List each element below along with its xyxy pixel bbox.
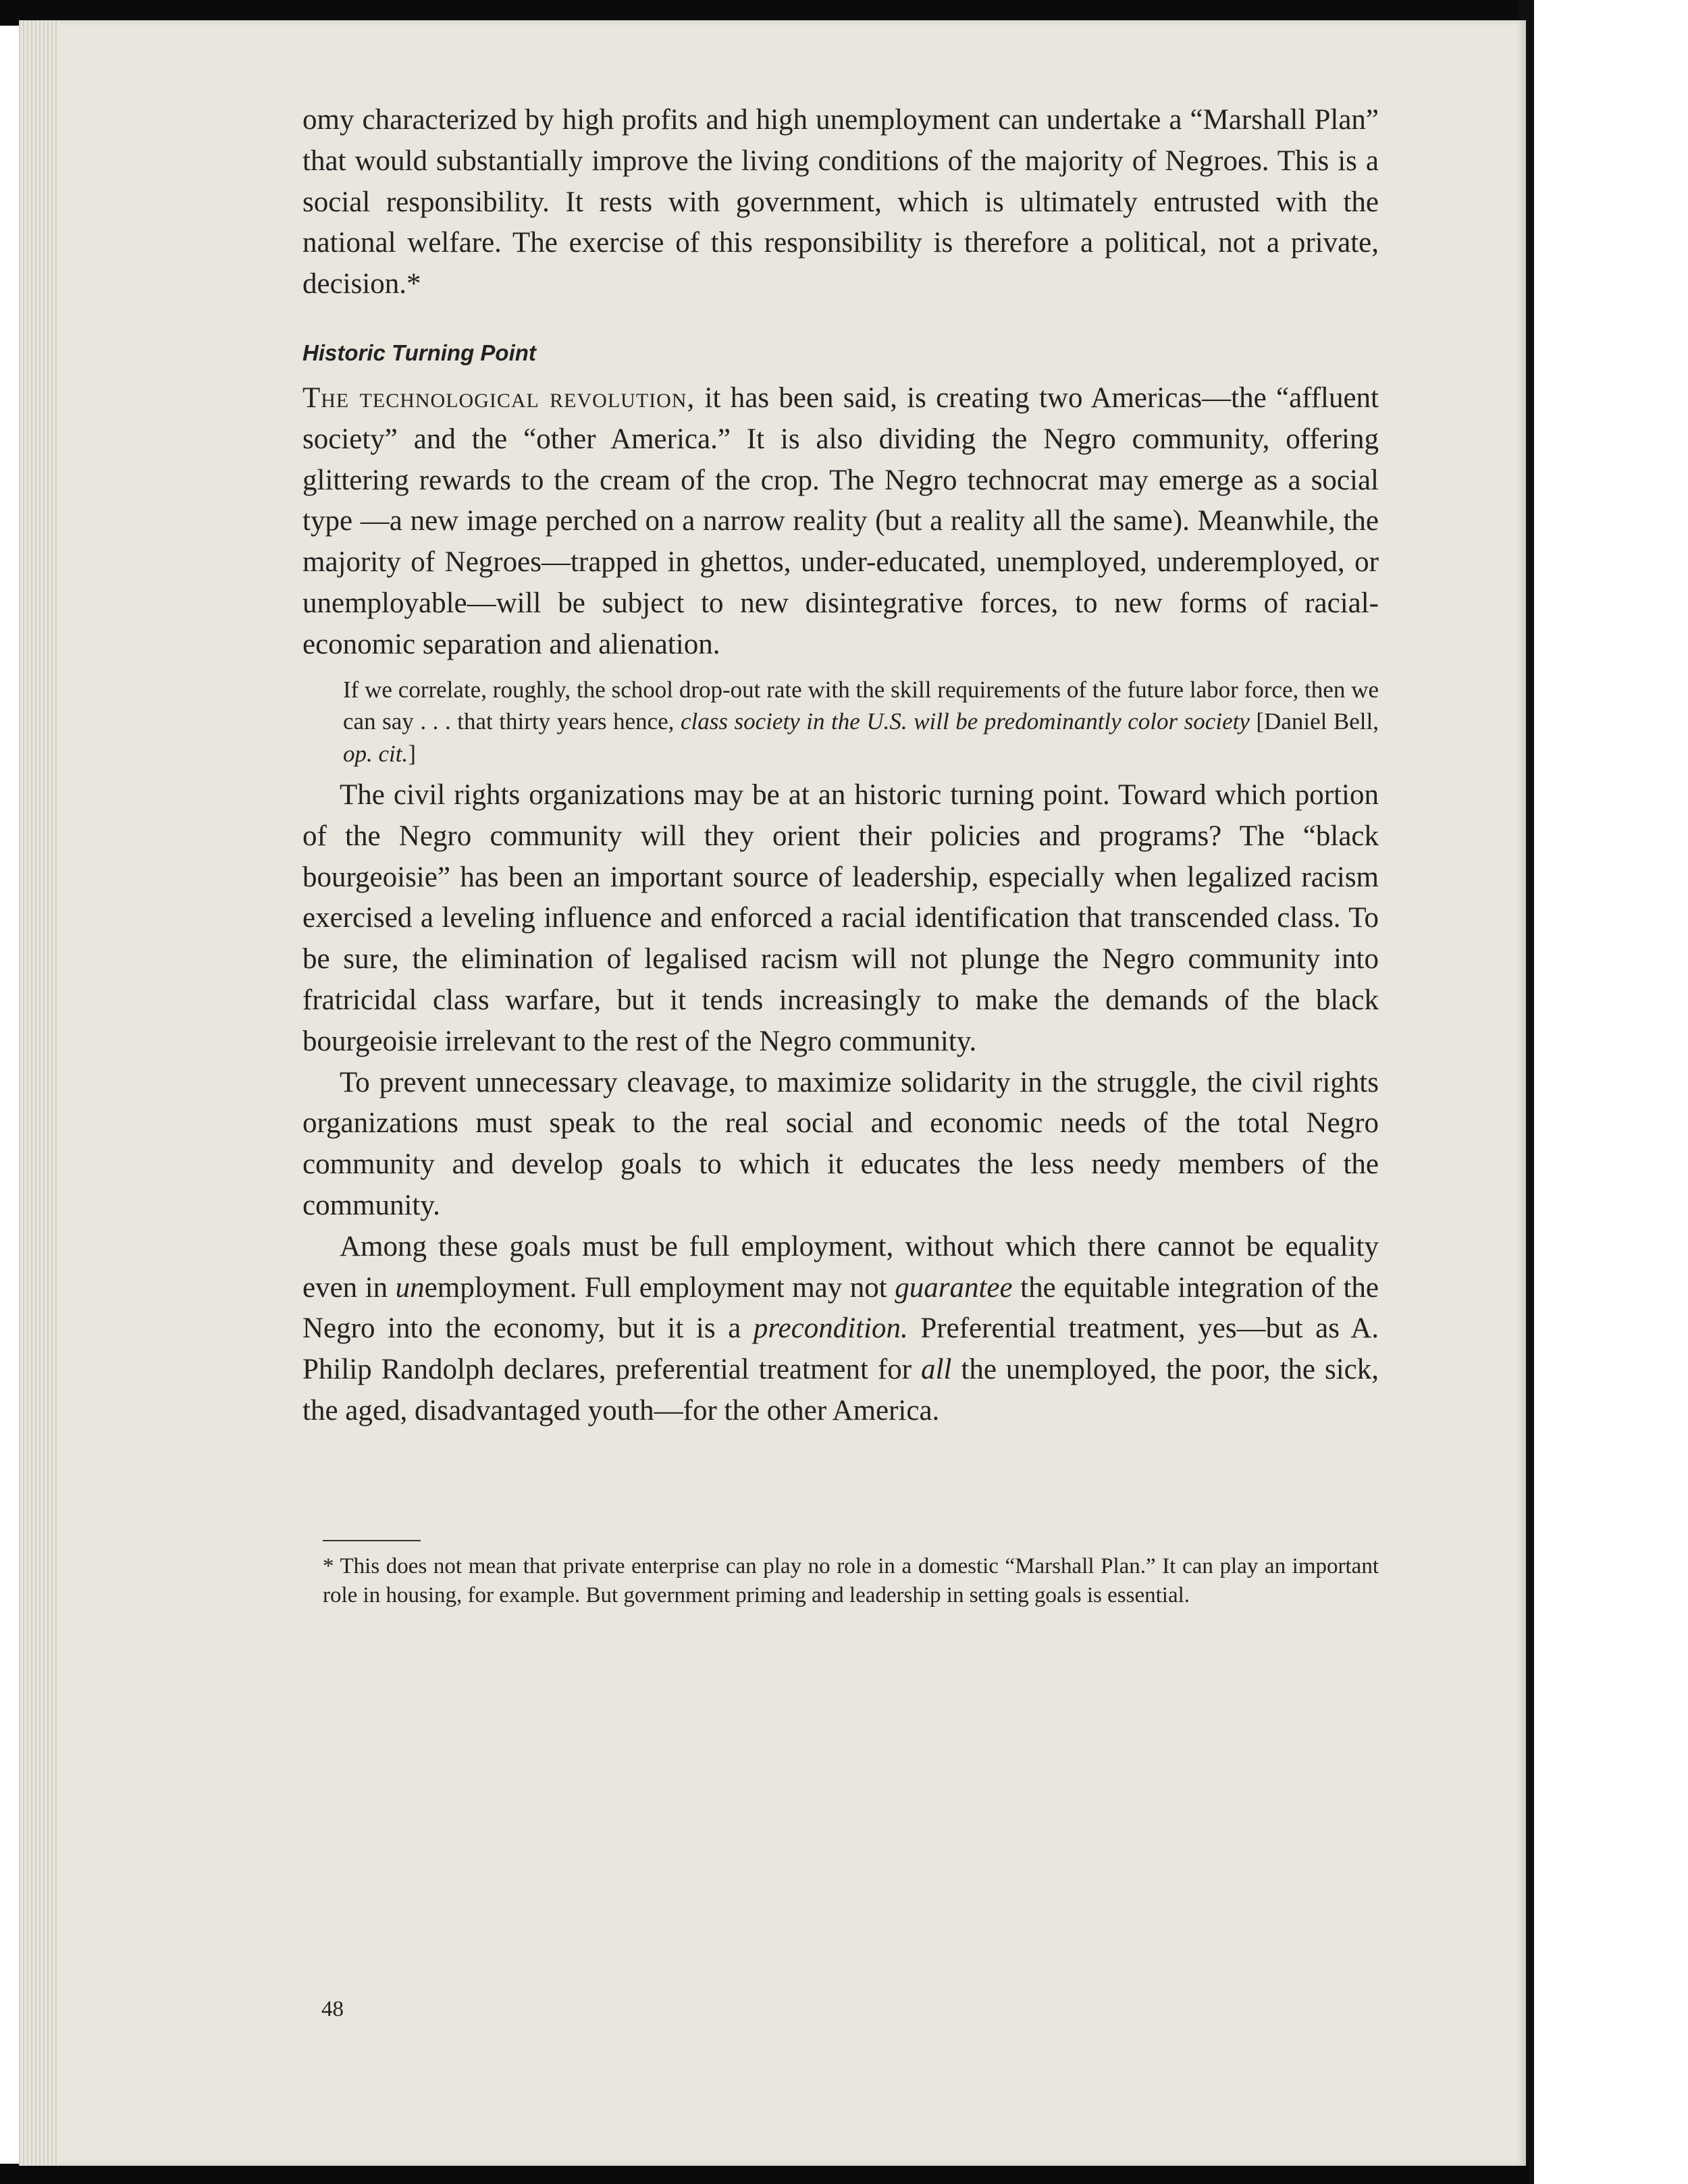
paragraph-2 [302,378,1379,666]
paragraph-3: The civil rights organizations may be at an historic turning point. Toward which portion of the Negro community will they orient their policies and programs? The “black bourgeoisie” has been an important source of leadership, especially when legalized racism exercised a leveling influence and enforced a racial identification that transcended class. To be sure, the elimination of legalised racism will not plunge the Negro community into fratricidal class warfare, but it tends increasingly to make the demands of the black bourgeoisie irrelevant to the rest of the Negro community. [302,779,1379,1057]
paragraph-1-text: omy characterized by high profits and high unemployment can undertake a “Marshall Plan” that would substantially improve the living conditions of the majority of Negroes. This is a social responsibility. It rests with government, which is ultimately entrusted with the national welfare. The exercise of this responsibility is therefore a political, not a private, decision.* [302,104,1379,300]
scan-border-bottom [0,2164,1529,2184]
p5-text-1: Among these goals must be full employment, without which there cannot be equality even in [302,1230,1379,1304]
p5-italic-all: all [921,1354,952,1386]
quote-part3: ] [408,740,416,767]
p5-italic-precondition: precondition. [753,1312,908,1345]
paragraph-1 [302,100,1379,305]
p5-text-2: employment. Full employment may not [424,1271,895,1304]
footnote-rule [323,1540,421,1541]
p5-text-3: the equitable integration of the Negro into the economy, but it is a [302,1271,1379,1345]
p5-text-4: Preferential treatment, yes—but as A. Philip Randolph declares, preferential treatment for [302,1312,1379,1386]
block-quote [343,674,1379,770]
page-number: 48 [321,1997,344,2021]
quote-part2: [Daniel Bell, [1249,708,1379,735]
paragraph-4: To prevent unnecessary cleavage, to maximize solidarity in the struggle, the civil rights organizations must speak to the real social and economic needs of the total Negro community and develop goals to which it educates the less needy members of the community. [302,1066,1379,1222]
quote-part1: If we correlate, roughly, the school drop-out rate with the skill requirements of the future labor force, then we can say . . . that thirty years hence, [343,676,1379,735]
paragraph-5 [302,1227,1379,1432]
paragraph-2-lead: The technological revolution, [302,381,695,414]
quote-citation: op. cit. [343,740,408,767]
p5-italic-un: un [395,1271,425,1304]
paragraph-2-text: it has been said, is creating two Americas—the “affluent society” and the “other America.” It is also dividing the Negro community, offering glittering rewards to the cream of the crop. The Negro technocrat may emerge as a social type —a new image perched on a narrow reality (but a reality all the same). Meanwhile, the majority of Negroes—trapped in ghettos, under-educated, unemployed, underemployed, or unemployable—will be subject to new disintegrative forces, to new forms of racial-economic separation and alienation. [302,381,1379,660]
page-edges [19,20,59,2166]
p5-italic-guarantee: guarantee [895,1271,1013,1304]
section-heading: Historic Turning Point [302,340,536,365]
p5-text-5: the unemployed, the poor, the sick, the aged, disadvantaged youth—for the other America. [302,1354,1379,1427]
quote-italic: class society in the U.S. will be predominantly color society [680,708,1250,735]
page-content [302,100,1379,1611]
footnote: * This does not mean that private enterprise can play no role in a domestic “Marshall Plan.” It can play an important role in housing, for example. But government priming and leadership in setting goals is essential. [323,1553,1379,1608]
